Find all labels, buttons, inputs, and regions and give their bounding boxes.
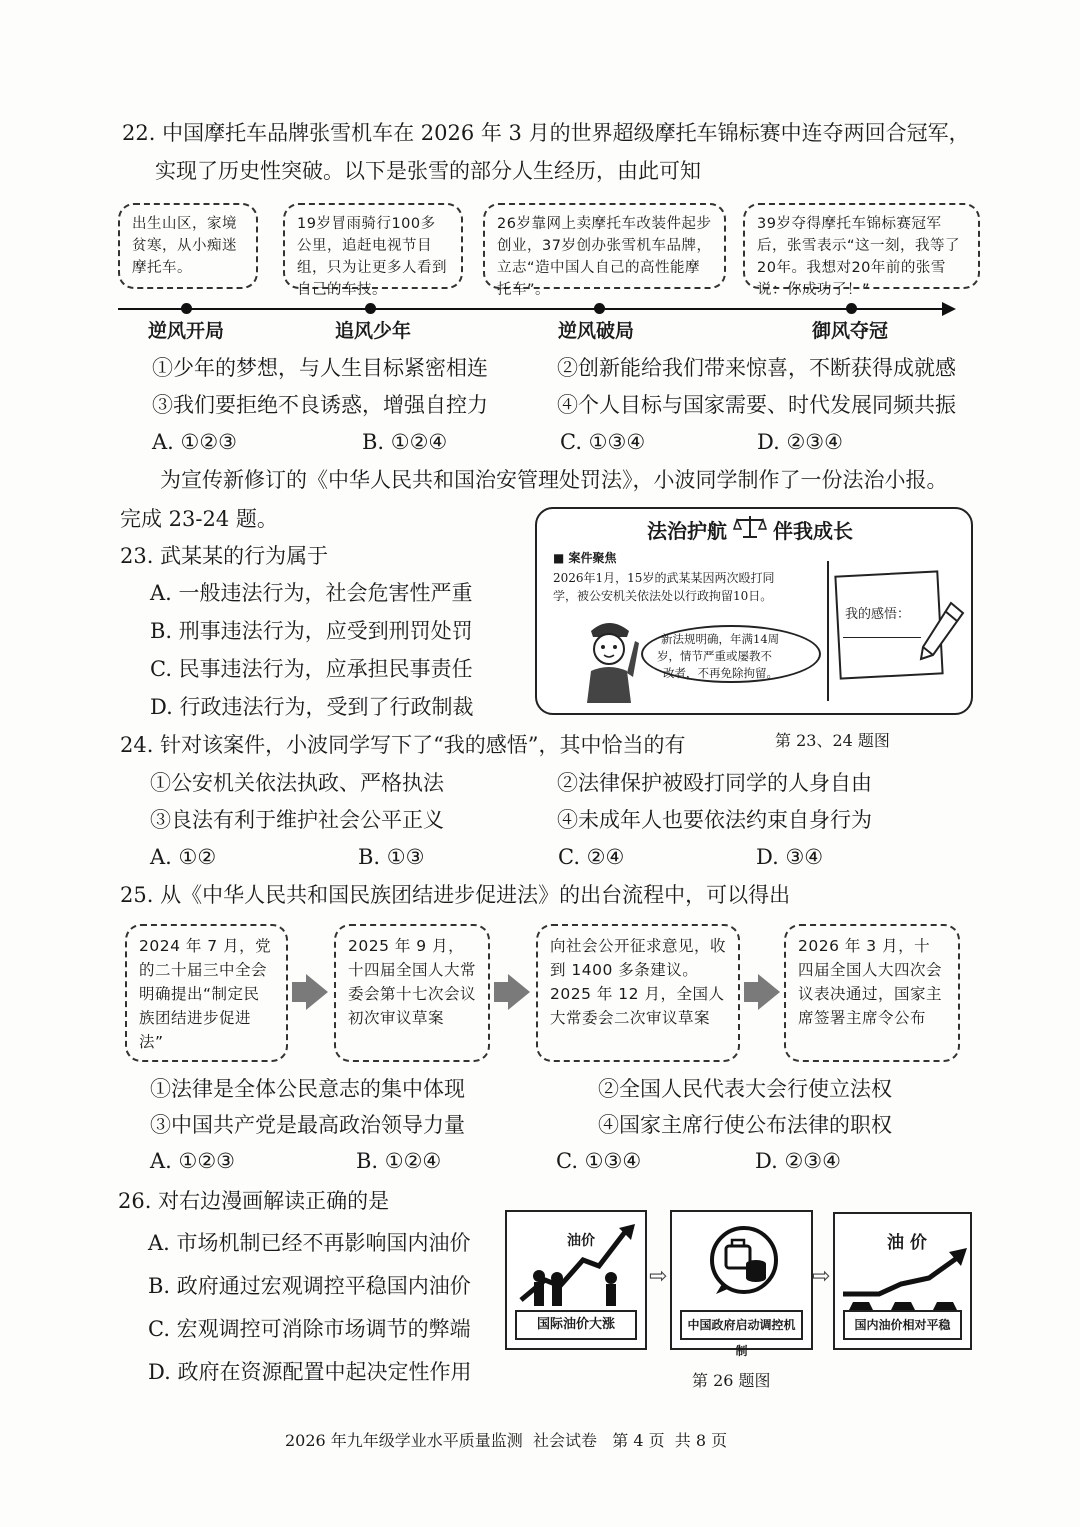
q25-box-2: 2025 年 9 月，十四届全国人大常委会第十七次会议初次审议草案 bbox=[334, 924, 490, 1062]
intro-line2: 完成 23-24 题。 bbox=[120, 507, 278, 531]
panel3-caption: 国内油价相对平稳 bbox=[843, 1310, 962, 1340]
panel1-label: 油价 bbox=[567, 1233, 595, 1249]
timeline-dot bbox=[181, 303, 192, 314]
stage-label: 追风少年 bbox=[335, 320, 412, 342]
pencil-icon bbox=[917, 599, 967, 667]
q22-choice-a: A. ①②③ bbox=[152, 430, 237, 454]
timeline-dot bbox=[365, 303, 376, 314]
q25-choice-c: C. ①③④ bbox=[556, 1149, 642, 1173]
case-text-1: 2026年1月，15岁的武某某因两次殴打同 bbox=[553, 571, 775, 585]
panel3-label: 油 价 bbox=[887, 1233, 927, 1253]
flow-arrow-head bbox=[758, 974, 780, 1010]
government-control-icon bbox=[708, 1224, 780, 1300]
q22-box-2: 19岁冒雨骑行100多公里，追赶电视节目组，只为让更多人看到自己的车技。 bbox=[283, 203, 463, 289]
poster-title-left: 法治护航 bbox=[647, 519, 727, 543]
panel-arrow-icon: ⇨ bbox=[649, 1264, 668, 1289]
note-label: 我的感悟： bbox=[845, 607, 911, 622]
poster-title-right: 伴我成长 bbox=[773, 519, 853, 543]
q24-choice-a: A. ①② bbox=[150, 845, 217, 869]
q24-statement: ②法律保护被殴打同学的人身自由 bbox=[557, 771, 872, 795]
q23-choice-d: D. 行政违法行为，受到了行政制裁 bbox=[150, 695, 474, 719]
q22-box-3: 26岁靠网上卖摩托车改装件起步创业，37岁创办张雪机车品牌，立志“造中国人自己的高性能摩托车”。 bbox=[483, 203, 726, 289]
timeline-line bbox=[118, 308, 948, 310]
q25-box-3: 向社会公开征求意见，收到 1400 多条建议。2025 年 12 月，全国人大常委会二次审议草案 bbox=[536, 924, 740, 1062]
bubble-line-1: 新法规明确，年满14周 bbox=[661, 632, 780, 646]
q24-statement: ①公安机关依法执政、严格执法 bbox=[150, 771, 444, 795]
comic-panel-1 bbox=[505, 1210, 647, 1350]
bubble-line-3: 改者，不再免除拘留。 bbox=[663, 666, 778, 680]
poster-caption: 第 23、24 题图 bbox=[775, 731, 890, 750]
intro-line1: 为宣传新修订的《中华人民共和国治安管理处罚法》，小波同学制作了一份法治小报。 bbox=[160, 468, 948, 492]
q25-box-1: 2024 年 7 月，党的二十届三中全会明确提出“制定民族团结进步促进法” bbox=[125, 924, 288, 1062]
q23-choice-a: A. 一般违法行为，社会危害性严重 bbox=[150, 581, 473, 605]
q25-statement: ①法律是全体公民意志的集中体现 bbox=[150, 1077, 465, 1101]
q25-statement: ②全国人民代表大会行使立法权 bbox=[598, 1077, 892, 1101]
q22-choice-b: B. ①②④ bbox=[362, 430, 448, 454]
q24-statement: ③良法有利于维护社会公平正义 bbox=[150, 808, 444, 832]
police-officer-icon bbox=[577, 613, 641, 709]
timeline-arrowhead bbox=[942, 302, 956, 316]
q23-choice-c: C. 民事违法行为，应承担民事责任 bbox=[150, 657, 473, 681]
q26-choice-c: C. 宏观调控可消除市场调节的弊端 bbox=[148, 1317, 471, 1341]
q23-choice-b: B. 刑事违法行为，应受到刑罚处罚 bbox=[150, 619, 473, 643]
q22-box-4: 39岁夺得摩托车锦标赛冠军后，张雪表示“这一刻，我等了20年。我想对20年前的张雪说：你成功了！” bbox=[743, 203, 980, 289]
flow-arrow-head bbox=[508, 974, 530, 1010]
flow-arrow bbox=[744, 982, 758, 1002]
scales-icon bbox=[733, 513, 767, 545]
q24-stem: 24. 针对该案件，小波同学写下了“我的感悟”，其中恰当的有 bbox=[120, 733, 686, 757]
flow-arrow bbox=[292, 982, 306, 1002]
note-line bbox=[843, 637, 921, 638]
q26-choice-a: A. 市场机制已经不再影响国内油价 bbox=[148, 1231, 471, 1255]
q25-choice-b: B. ①②④ bbox=[356, 1149, 442, 1173]
q22-stem-line1: 22. 中国摩托车品牌张雪机车在 2026 年 3 月的世界超级摩托车锦标赛中连夺两回合冠军， bbox=[122, 121, 970, 145]
q22-statement: ②创新能给我们带来惊喜，不断获得成就感 bbox=[557, 356, 956, 380]
q24-choice-b: B. ①③ bbox=[358, 845, 425, 869]
q24-choice-c: C. ②④ bbox=[558, 845, 625, 869]
q25-stem: 25. 从《中华人民共和国民族团结进步促进法》的出台流程中，可以得出 bbox=[120, 883, 791, 907]
comic-panel-3 bbox=[833, 1212, 972, 1350]
q22-statement: ③我们要拒绝不良诱惑，增强自控力 bbox=[152, 393, 488, 417]
q25-choice-a: A. ①②③ bbox=[150, 1149, 235, 1173]
q25-statement: ③中国共产党是最高政治领导力量 bbox=[150, 1113, 465, 1137]
stage-label: 逆风破局 bbox=[558, 320, 635, 342]
q24-choice-d: D. ③④ bbox=[756, 845, 824, 869]
case-text-2: 学，被公安机关依法处以行政拘留10日。 bbox=[553, 589, 773, 603]
rising-oil-price-chart-icon bbox=[515, 1220, 641, 1314]
flow-arrow bbox=[494, 982, 508, 1002]
q22-stem-line2: 实现了历史性突破。以下是张雪的部分人生经历，由此可知 bbox=[155, 159, 701, 183]
law-poster bbox=[535, 507, 973, 715]
page-footer: 2026 年九年级学业水平质量监测 社会试卷 第 4 页 共 8 页 bbox=[285, 1431, 728, 1450]
q26-caption: 第 26 题图 bbox=[692, 1371, 771, 1390]
q22-box-1: 出生山区，家境贫寒，从小痴迷摩托车。 bbox=[118, 203, 258, 289]
q24-statement: ④未成年人也要依法约束自身行为 bbox=[557, 808, 872, 832]
q23-stem: 23. 武某某的行为属于 bbox=[120, 544, 329, 568]
q22-statement: ④个人目标与国家需要、时代发展同频共振 bbox=[557, 393, 956, 417]
q25-choice-d: D. ②③④ bbox=[755, 1149, 841, 1173]
panel2-caption: 中国政府启动调控机制 bbox=[680, 1310, 803, 1340]
q26-choice-d: D. 政府在资源配置中起决定性作用 bbox=[148, 1360, 472, 1384]
case-heading: ■ 案件聚焦 bbox=[553, 551, 617, 565]
q22-choice-c: C. ①③④ bbox=[560, 430, 646, 454]
stage-label: 逆风开局 bbox=[148, 320, 225, 342]
q25-box-4: 2026 年 3 月，十四届全国人大四次会议表决通过，国家主席签署主席令公布 bbox=[784, 924, 960, 1062]
flow-arrow-head bbox=[306, 974, 328, 1010]
q26-choice-b: B. 政府通过宏观调控平稳国内油价 bbox=[148, 1274, 471, 1298]
bubble-line-2: 岁，情节严重或屡教不 bbox=[657, 649, 772, 663]
q26-stem: 26. 对右边漫画解读正确的是 bbox=[118, 1189, 390, 1213]
q22-choice-d: D. ②③④ bbox=[757, 430, 843, 454]
q25-statement: ④国家主席行使公布法律的职权 bbox=[598, 1113, 892, 1137]
panel1-caption: 国际油价大涨 bbox=[515, 1310, 637, 1340]
panel-arrow-icon: ⇨ bbox=[812, 1264, 831, 1289]
poster-divider bbox=[827, 561, 829, 701]
timeline-dot bbox=[594, 303, 605, 314]
comic-panel-2 bbox=[670, 1210, 813, 1358]
timeline-dot bbox=[846, 303, 857, 314]
q22-statement: ①少年的梦想，与人生目标紧密相连 bbox=[152, 356, 488, 380]
stage-label: 御风夺冠 bbox=[812, 320, 889, 342]
